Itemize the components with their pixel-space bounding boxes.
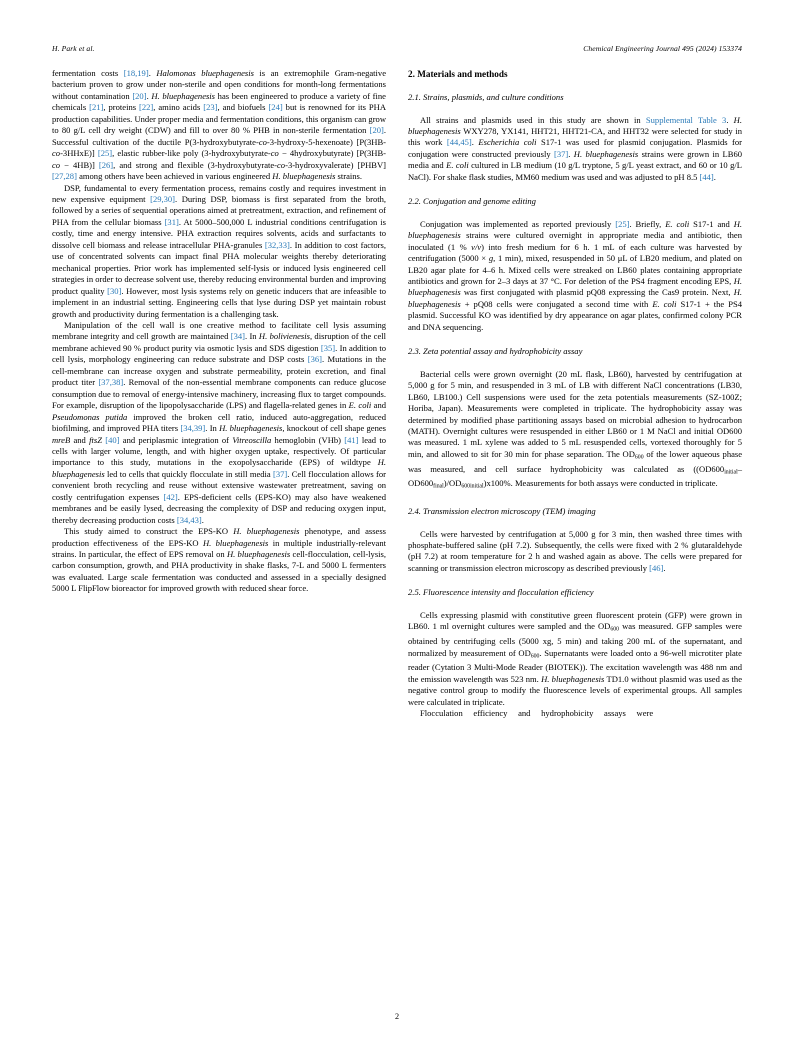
citation-21[interactable]: [21] (89, 102, 104, 113)
citation-32-33[interactable]: [32,33] (264, 239, 290, 250)
subsection-heading-2-4: 2.4. Transmission electron microscopy (TEM) imaging (408, 506, 596, 517)
page-number: 2 (394, 1012, 400, 1021)
citation-44-45[interactable]: [44,45] (446, 137, 472, 148)
citation-20[interactable]: [20] (132, 90, 147, 101)
citation-18-19[interactable]: [18,19] (123, 68, 149, 78)
citation-25-b[interactable]: [25] (615, 218, 630, 229)
subsection-heading-2-3: 2.3. Zeta potential assay and hydrophobicity assay (408, 346, 583, 357)
citation-20-b[interactable]: [20] (369, 125, 384, 136)
citation-46[interactable]: [46] (649, 562, 664, 573)
subsection-heading-2-5: 2.5. Fluorescence intensity and flocculation efficiency (408, 587, 594, 598)
citation-44[interactable]: [44] (699, 171, 714, 182)
paragraph-fluorescence: Cells expressing plasmid with constitutive green fluorescent protein (GFP) were grown in LB60. 1 ml overnight cultures were sampled and the $OD_{600}$ was measured. GFP samples were obtained by centrifuging cells (5000 xg, 5 min) and taking 200 mL of the supernatant, and normalized by measurement of $OD_{600}$. Supernatants were loaded onto a 96-well microtiter plate reader (Cytation 3 Multi-Mode Reader (BIOTEK)). The excitation wavelength was 488 nm and the emission wavelength was 523 nm. H. bluephagenesis TD1.0 without plasmid was used as the negative control group to modify the fluorescence levels of experimental groups. All samples were calculated in triplicate. (408, 609, 742, 707)
citation-22[interactable]: [22] (139, 102, 154, 113)
citation-37-b[interactable]: [37] (554, 148, 569, 159)
citation-29-30[interactable]: [29,30] (150, 193, 176, 204)
citation-24[interactable]: [24] (268, 102, 283, 113)
citation-37-38[interactable]: [37,38] (98, 377, 124, 388)
link-supplemental-table-3[interactable]: Supplemental Table 3 (645, 114, 727, 125)
paragraph-strains-plasmids: All strains and plasmids used in this study are shown in Supplemental Table 3. H. bluephagenesis WXY278, YX141, HHT21, HHT21-CA, and HHT32 were selected for study in this work [44,45]. Escherichia coli S17-1 was used for plasmid conjugation. Plasmids for conjugation were constructed previously [37]. H. bluephagenesis strains were grown in LB60 media and E. coli cultured in LB medium (10 g/L tryptone, 5 g/L yeast extract, and 60 or 10 g/L NaCl). For shake flask studies, MM60 medium was used and was adjusted to pH 8.5 [44]. (408, 114, 743, 182)
citation-31[interactable]: [31] (164, 216, 179, 227)
citation-40[interactable]: [40] (105, 434, 120, 445)
citation-42[interactable]: [42] (163, 491, 178, 502)
subsection-heading-2-2: 2.2. Conjugation and genome editing (408, 196, 536, 207)
section-heading-materials-and-methods: 2. Materials and methods (408, 69, 508, 79)
citation-34-39[interactable]: [34,39] (180, 423, 206, 434)
body-columns (52, 68, 742, 998)
left-column (52, 68, 386, 998)
citation-23[interactable]: [23] (203, 102, 218, 113)
paragraph-tem-imaging: Cells were harvested by centrifugation at 5,000 g for 3 min, then washed three times with phosphate-buffered saline (pH 7.2). Subsequently, the cells were fixed with 2 % glutaraldehyde (pH 7.2) at room temperature for 2 h and washed again as above. The cells were prepared for scanning or transmission electron microscopy as described previously [46]. (408, 528, 742, 573)
paragraph-intro-continuation: fermentation costs [18,19]. Halomonas bluephagenesis is an extremophile Gram-negative bacterium proven to grow under non-sterile and open conditions for month-long fermentations without contamination [20]. H. bluephagenesis has been engineered to produce a variety of fine chemicals [21], proteins [22], amino acids [23], and biofuels [24] but is renowned for its PHA production capabilities. Under proper media and fermentation conditions, this organism can grow to 80 g/L cell dry weight (CDW) and fill to over 80 % PHB in non-sterile fermentation [20]. Successful cultivation of the ductile P(3-hydroxybutyrate-co-3-hydroxy-5-hexenoate) [P(3HB-co-3HHxE)] [25], elastic rubber-like poly (3-hydroxybutyrate-co − 4hydroxybutyrate) [P(3HB-co − 4HB)] [26], and strong and flexible (3-hydroxybutyrate-co-3-hydroxyvalerate) [PHBV] [27,28] among others have been achieved in various engineered H. bluephagenesis strains. (52, 68, 387, 182)
citation-34[interactable]: [34] (230, 331, 245, 342)
citation-26[interactable]: [26] (98, 159, 114, 170)
citation-30[interactable]: [30] (107, 285, 122, 296)
subsection-heading-2-1: 2.1. Strains, plasmids, and culture conditions (408, 92, 564, 102)
citation-27-28[interactable]: [27,28] (52, 171, 77, 182)
citation-34-43[interactable]: [34,43] (176, 514, 202, 525)
paragraph-dsp: DSP, fundamental to every fermentation process, remains costly and requires investment in new expensive equipment [29,30]. During DSP, biomass is first separated from the broth, followed by a series of sequential operations aimed at pretreatment, extraction, and refinement of PHA from the cellular biomass [31]. At 5000–500,000 L industrial conditions centrifugation is costly, time and energy intensive. PHA extraction requires solvents, acids and surfactants to dissolve cell biomass and release intracellular PHA-granules [32,33]. In addition to cost factors, use of concentrated solvents can impact final PHA molecular weights thereby deteriorating mechanical properties. Prior work has implemented self-lysis or induced lysis engineered cell strategies in order to decrease solvent use, thereby reducing environmental burden and improving product quality [30]. However, most lysis systems rely on genetic inducers that are infeasible to implement in an industrial setting. Engineering cells that lyse during DSP yet maintain robust growth and productivity during fermentation is a challenging task. (52, 182, 387, 319)
citation-37[interactable]: [37] (273, 468, 288, 479)
running-head-journal: Chemical Engineering Journal 495 (2024) 153374 (583, 44, 742, 53)
citation-36[interactable]: [36] (307, 354, 322, 365)
paragraph-flocculation-continued: Flocculation efficiency and hydrophobicity assays were (420, 708, 654, 719)
citation-25[interactable]: [25] (97, 148, 113, 159)
citation-35[interactable]: [35] (320, 342, 336, 353)
running-head (52, 44, 742, 53)
running-head-authors: H. Park et al. (52, 44, 95, 53)
right-column (408, 68, 742, 998)
citation-41[interactable]: [41] (344, 434, 359, 445)
paragraph-zeta-hydrophobicity: Bacterial cells were grown overnight (20 mL flask, LB60), harvested by centrifugation at 5,000 g for 5 min, and resuspended in 3 mL of LB with different NaCl concentrations (LB30, LB60, LB100.) Cell suspensions were used for the zeta potentials measurements (SZ-100Z; Horiba, Japan). Measurements were completed in triplicate. The hydrophobicity assay was determined by modified phase partitioning assays based on microbial adhesion to hydrocarbon (MATH). Overnight cultures were resuspended in either LB60 or 1 M NaCl and initial OD600 was measured. 1 mL xylene was added to 5 mL resuspended cells, vortexed thoroughly for 5 min, and allowed to sit for 30 min for phase separation. The $OD_{600}$ of the lower aqueous phase was measured, and cell surface hydrophobicity was calculated as $((OD600_{initial}-OD600_{final})/OD_{600initial})x100\%$. Measurements for both assays were conducted in triplicate. (408, 368, 743, 490)
paragraph-conjugation: Conjugation was implemented as reported previously [25]. Briefly, E. coli S17-1 and H. bluephagenesis strains were cultured overnight in appropriate media and antibiotic, then inoculated (1 % v/v) into fresh medium for 6 h. 1 mL of each culture was harvested by centrifugation (5000 × g, 1 min), mixed, resuspended in 50 μL of LB20 medium, and plated on LB20 agar plate for 4–6 h. Mixed cells were streaked on LB60 plates containing appropriate antibiotics and grown for 2–3 days at 37 °C. For deletion of the PS4 fragment encoding EPS, H. bluephagenesis was first conjugated with plasmid pQ08 expressing the Cas9 protein. Next, H. bluephagenesis + pQ08 cells were conjugated a second time with E. coli S17-1 + the PS4 plasmid. Successful KO was identified by dry appearance on agar plates, confirmed colony PCR and DNA sequencing. (408, 218, 743, 332)
paragraph-cell-wall: Manipulation of the cell wall is one creative method to facilitate cell lysis assuming membrane integrity and cell growth are maintained [34]. In H. bolivienesis, disruption of the cell membrane achieved 90 % product purity via osmotic lysis and SDS digestion [35]. In addition to cell lysis, morphology engineering can reduce substrate and DSP costs [36]. Mutations in the cell-membrane can increase oxygen and substrate permeability, protein excretion, and final product titer [37,38]. Removal of the non-essential membrane components can reduce glucose consumption due to removal of energy-intensive machinery, increasing flux to target compounds. For example, disruption of the lipopolysaccharide (LPS) and flagella-related genes in E. coli and Pseudomonas putida improved the broken cell ratio, induced auto-aggregation, reduced biofilming, and improved PHA titers [34,39]. In H. bluephagenesis, knockout of cell shape genes mreB and ftsZ [40] and periplasmic integration of Vitreoscilla hemoglobin (VHb) [41] lead to cells with larger volume, length, and with higher oxygen uptake, respectively. Of particular importance to this study, mutations in the exopolysaccharide (EPS) of wildtype H. bluephagenesis led to cells that quickly flocculate in still media [37]. Cell flocculation allows for convenient broth recycling and reuse without extensive wastewater pretreatment, saving on costly centrifugation expenses [42]. EPS-deficient cells (EPS-KO) may also have weakened membranes and be easily lysed, decreasing the complexity of DSP and reducing oxygen input, thereby decreasing production costs [34,43]. (52, 319, 387, 525)
paragraph-study-aims: This study aimed to construct the EPS-KO H. bluephagenesis phenotype, and assess production effectiveness of the EPS-KO H. bluephagenesis in multiple industrially-relevant strains. In particular, the effect of EPS removal on H. bluephagenesis cell-flocculation, cell-lysis, carbon consumption, growth, and PHA productivity in shake flasks, 7-L and 5000 L fermenters was evaluated. Large scale fermentation was conducted and assessed in a specially designed 5000 L FlipFlow bioreactor for improved growth with reduced shear force. (52, 526, 386, 594)
